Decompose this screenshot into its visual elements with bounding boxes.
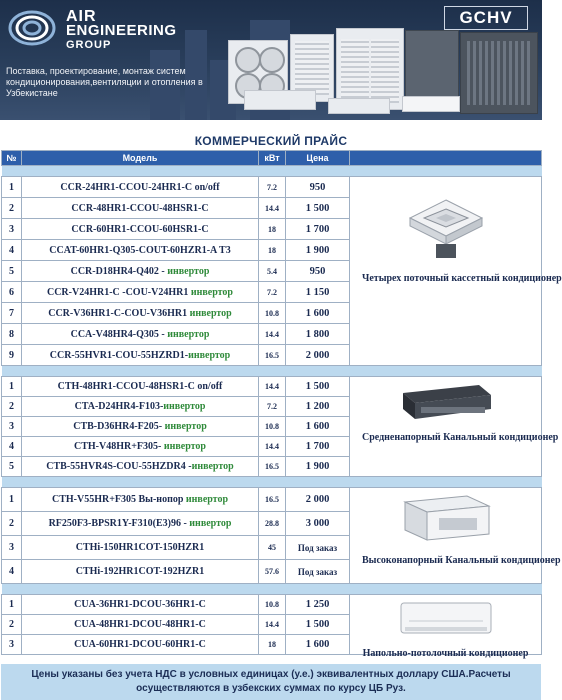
power-kw: 7.2 <box>259 282 286 303</box>
power-kw: 10.8 <box>259 303 286 324</box>
power-kw: 10.8 <box>259 417 286 437</box>
price-value: 950 <box>286 177 350 198</box>
power-kw: 7.2 <box>259 397 286 417</box>
model-name: CTH-48HR1-CCOU-48HSR1-C on/off <box>57 381 223 392</box>
price-value: Под заказ <box>286 536 350 560</box>
duct-unit-image <box>328 98 390 114</box>
model-cell <box>22 261 259 282</box>
power-kw: 14.4 <box>259 615 286 635</box>
power-kw: 16.5 <box>259 488 286 512</box>
company-logo-icon <box>6 8 58 48</box>
row-number: 3 <box>2 635 22 655</box>
row-number: 2 <box>2 198 22 219</box>
model-name: CTB-55HVR4S-COU-55HZDR4 - <box>46 461 192 472</box>
model-cell <box>22 560 259 584</box>
inverter-label: инвертор <box>189 518 232 529</box>
row-number: 8 <box>2 324 22 345</box>
power-kw: 7.2 <box>259 177 286 198</box>
duct-unit-image <box>244 90 316 110</box>
price-value: 1 600 <box>286 417 350 437</box>
group-separator <box>2 477 542 488</box>
brand-line-2: ENGINEERING <box>66 22 177 39</box>
model-name: CTH-V55HR+F305 Вы-нопор <box>51 494 186 505</box>
model-name: CUA-36HR1-DCOU-36HR1-C <box>74 599 206 610</box>
model-name: CTB-D36HR4-F205- <box>73 421 165 432</box>
group-separator <box>2 366 542 377</box>
row-number: 6 <box>2 282 22 303</box>
col-number-header: № <box>2 151 22 166</box>
model-cell <box>22 512 259 536</box>
group-description: Напольно-потолочный кондиционер <box>362 648 529 659</box>
row-number: 2 <box>2 397 22 417</box>
group-separator <box>2 166 542 177</box>
inverter-label: инвертор <box>190 286 233 298</box>
model-name: CCA-V48HR4-Q305 - <box>70 328 168 340</box>
model-cell <box>22 595 259 615</box>
company-brand <box>66 10 177 52</box>
row-number: 4 <box>2 560 22 584</box>
page-title: КОММЕРЧЕСКИЙ ПРАЙС <box>194 134 348 148</box>
product-image <box>397 379 495 430</box>
price-value: 2 000 <box>286 488 350 512</box>
model-cell <box>22 177 259 198</box>
model-cell <box>22 437 259 457</box>
table-header-row <box>2 151 542 166</box>
power-kw: 45 <box>259 536 286 560</box>
power-kw: 18 <box>259 240 286 261</box>
model-cell <box>22 615 259 635</box>
power-kw: 16.5 <box>259 345 286 366</box>
inverter-label: инвертор <box>189 307 232 319</box>
table-row <box>2 377 542 397</box>
brand-line-3: GROUP <box>66 39 112 51</box>
price-value: 950 <box>286 261 350 282</box>
model-name: CCR-V24HR1-C -COU-V24HR1 <box>46 286 191 298</box>
model-name: CCAT-60HR1-Q305-COUT-60HZR1-A T3 <box>49 244 231 256</box>
row-number: 3 <box>2 417 22 437</box>
model-cell <box>22 397 259 417</box>
price-value: 2 000 <box>286 345 350 366</box>
model-name: CTA-D24HR4-F103- <box>74 401 164 412</box>
model-cell <box>22 303 259 324</box>
price-value: 1 900 <box>286 457 350 477</box>
power-kw: 28.8 <box>259 512 286 536</box>
col-kw-header: кВт <box>259 151 286 166</box>
row-number: 3 <box>2 219 22 240</box>
price-value: 1 200 <box>286 397 350 417</box>
price-footnote: Цены указаны без учета НДС в условных единицах (у.е.) эквивалентных доллару США.Расчеты осуществляются в узбекских суммах по курсу ЦБ Руз. <box>1 664 541 700</box>
price-value: 1 150 <box>286 282 350 303</box>
model-cell <box>22 198 259 219</box>
col-price-header: Цена <box>286 151 350 166</box>
row-number: 4 <box>2 240 22 261</box>
inverter-label: инвертор <box>185 494 229 505</box>
model-name: CUA-60HR1-DCOU-60HR1-C <box>74 639 206 650</box>
power-kw: 18 <box>259 219 286 240</box>
price-table <box>1 150 562 659</box>
product-image <box>397 490 495 553</box>
row-number: 5 <box>2 457 22 477</box>
price-value: 1 600 <box>286 635 350 655</box>
model-cell <box>22 324 259 345</box>
inverter-label: инвертор <box>167 328 210 340</box>
group-description-cell <box>350 377 559 477</box>
model-cell <box>22 240 259 261</box>
model-cell <box>22 635 259 655</box>
brand-line-1: AIR <box>66 8 97 25</box>
power-kw: 5.4 <box>259 261 286 282</box>
inverter-label: инвертор <box>167 265 210 277</box>
model-cell <box>22 488 259 512</box>
model-name: CCR-V36HR1-C-COU-V36HR1 <box>48 307 190 319</box>
price-value: 1 800 <box>286 324 350 345</box>
model-name: CUA-48HR1-DCOU-48HR1-C <box>74 619 206 630</box>
model-name: CTHi-192HR1COT-192HZR1 <box>75 566 205 577</box>
power-kw: 10.8 <box>259 595 286 615</box>
row-number: 1 <box>2 488 22 512</box>
header-banner <box>0 0 542 120</box>
group-description: Высоконапорный Канальный кондиционер <box>362 555 561 566</box>
col-model-header: Модель <box>22 151 259 166</box>
model-cell <box>22 219 259 240</box>
product-image <box>406 196 486 271</box>
chiller-unit-image <box>460 32 538 114</box>
price-table-body <box>2 166 562 659</box>
price-value: Под заказ <box>286 560 350 584</box>
group-description-cell <box>350 488 561 584</box>
inverter-label: инвертор <box>163 441 206 452</box>
table-row <box>2 177 542 198</box>
table-row <box>2 488 542 512</box>
row-number: 9 <box>2 345 22 366</box>
row-number: 7 <box>2 303 22 324</box>
partner-logo: GCHV <box>444 6 528 30</box>
tagline: Поставка, проектирование, монтаж систем кондиционирования,вентиляции и отопления в Узбекистане <box>6 66 203 98</box>
model-name: CCR-55HVR1-COU-55HZRD1- <box>49 349 189 361</box>
row-number: 1 <box>2 177 22 198</box>
wall-unit-image <box>402 96 460 112</box>
price-value: 1 700 <box>286 219 350 240</box>
price-value: 1 500 <box>286 615 350 635</box>
power-kw: 57.6 <box>259 560 286 584</box>
product-image <box>397 597 495 646</box>
power-kw: 16.5 <box>259 457 286 477</box>
price-value: 1 500 <box>286 377 350 397</box>
price-value: 1 900 <box>286 240 350 261</box>
row-number: 1 <box>2 595 22 615</box>
row-number: 4 <box>2 437 22 457</box>
price-value: 1 500 <box>286 198 350 219</box>
inverter-label: инвертор <box>163 401 206 412</box>
chiller-unit-image <box>405 30 459 104</box>
inverter-label: инвертор <box>188 349 231 361</box>
power-kw: 14.4 <box>259 377 286 397</box>
row-number: 2 <box>2 512 22 536</box>
price-value: 1 700 <box>286 437 350 457</box>
group-description: Четырех поточный кассетный кондиционер <box>362 273 562 284</box>
model-name: CCR-60HR1-CCOU-60HSR1-C <box>71 223 209 235</box>
model-cell <box>22 417 259 437</box>
model-name: RF250F3-BPSR1Y-F310(E3)96 - <box>48 518 190 529</box>
model-name: CTH-V48HR+F305- <box>74 441 164 452</box>
model-cell <box>22 536 259 560</box>
model-name: CCR-24HR1-CCOU-24HR1-C on/off <box>60 181 220 193</box>
model-name: CTHi-150HR1COT-150HZR1 <box>75 542 205 553</box>
row-number: 5 <box>2 261 22 282</box>
price-value: 1 600 <box>286 303 350 324</box>
model-cell <box>22 345 259 366</box>
price-value: 1 250 <box>286 595 350 615</box>
power-kw: 14.4 <box>259 324 286 345</box>
col-description-header <box>350 151 542 166</box>
power-kw: 14.4 <box>259 437 286 457</box>
table-row <box>2 595 542 615</box>
model-cell <box>22 457 259 477</box>
row-number: 1 <box>2 377 22 397</box>
group-description: Средненапорный Канальный кондиционер <box>362 432 559 443</box>
model-name: CCR-48HR1-CCOU-48HSR1-C <box>71 202 209 214</box>
row-number: 3 <box>2 536 22 560</box>
model-name: CCR-D18HR4-Q402 - <box>70 265 168 277</box>
model-cell <box>22 377 259 397</box>
inverter-label: инвертор <box>164 421 207 432</box>
price-value: 3 000 <box>286 512 350 536</box>
power-kw: 14.4 <box>259 198 286 219</box>
power-kw: 18 <box>259 635 286 655</box>
group-description-cell <box>350 177 562 366</box>
group-description-cell <box>350 595 542 659</box>
group-separator <box>2 584 542 595</box>
inverter-label: инвертор <box>191 461 234 472</box>
model-cell <box>22 282 259 303</box>
row-number: 2 <box>2 615 22 635</box>
